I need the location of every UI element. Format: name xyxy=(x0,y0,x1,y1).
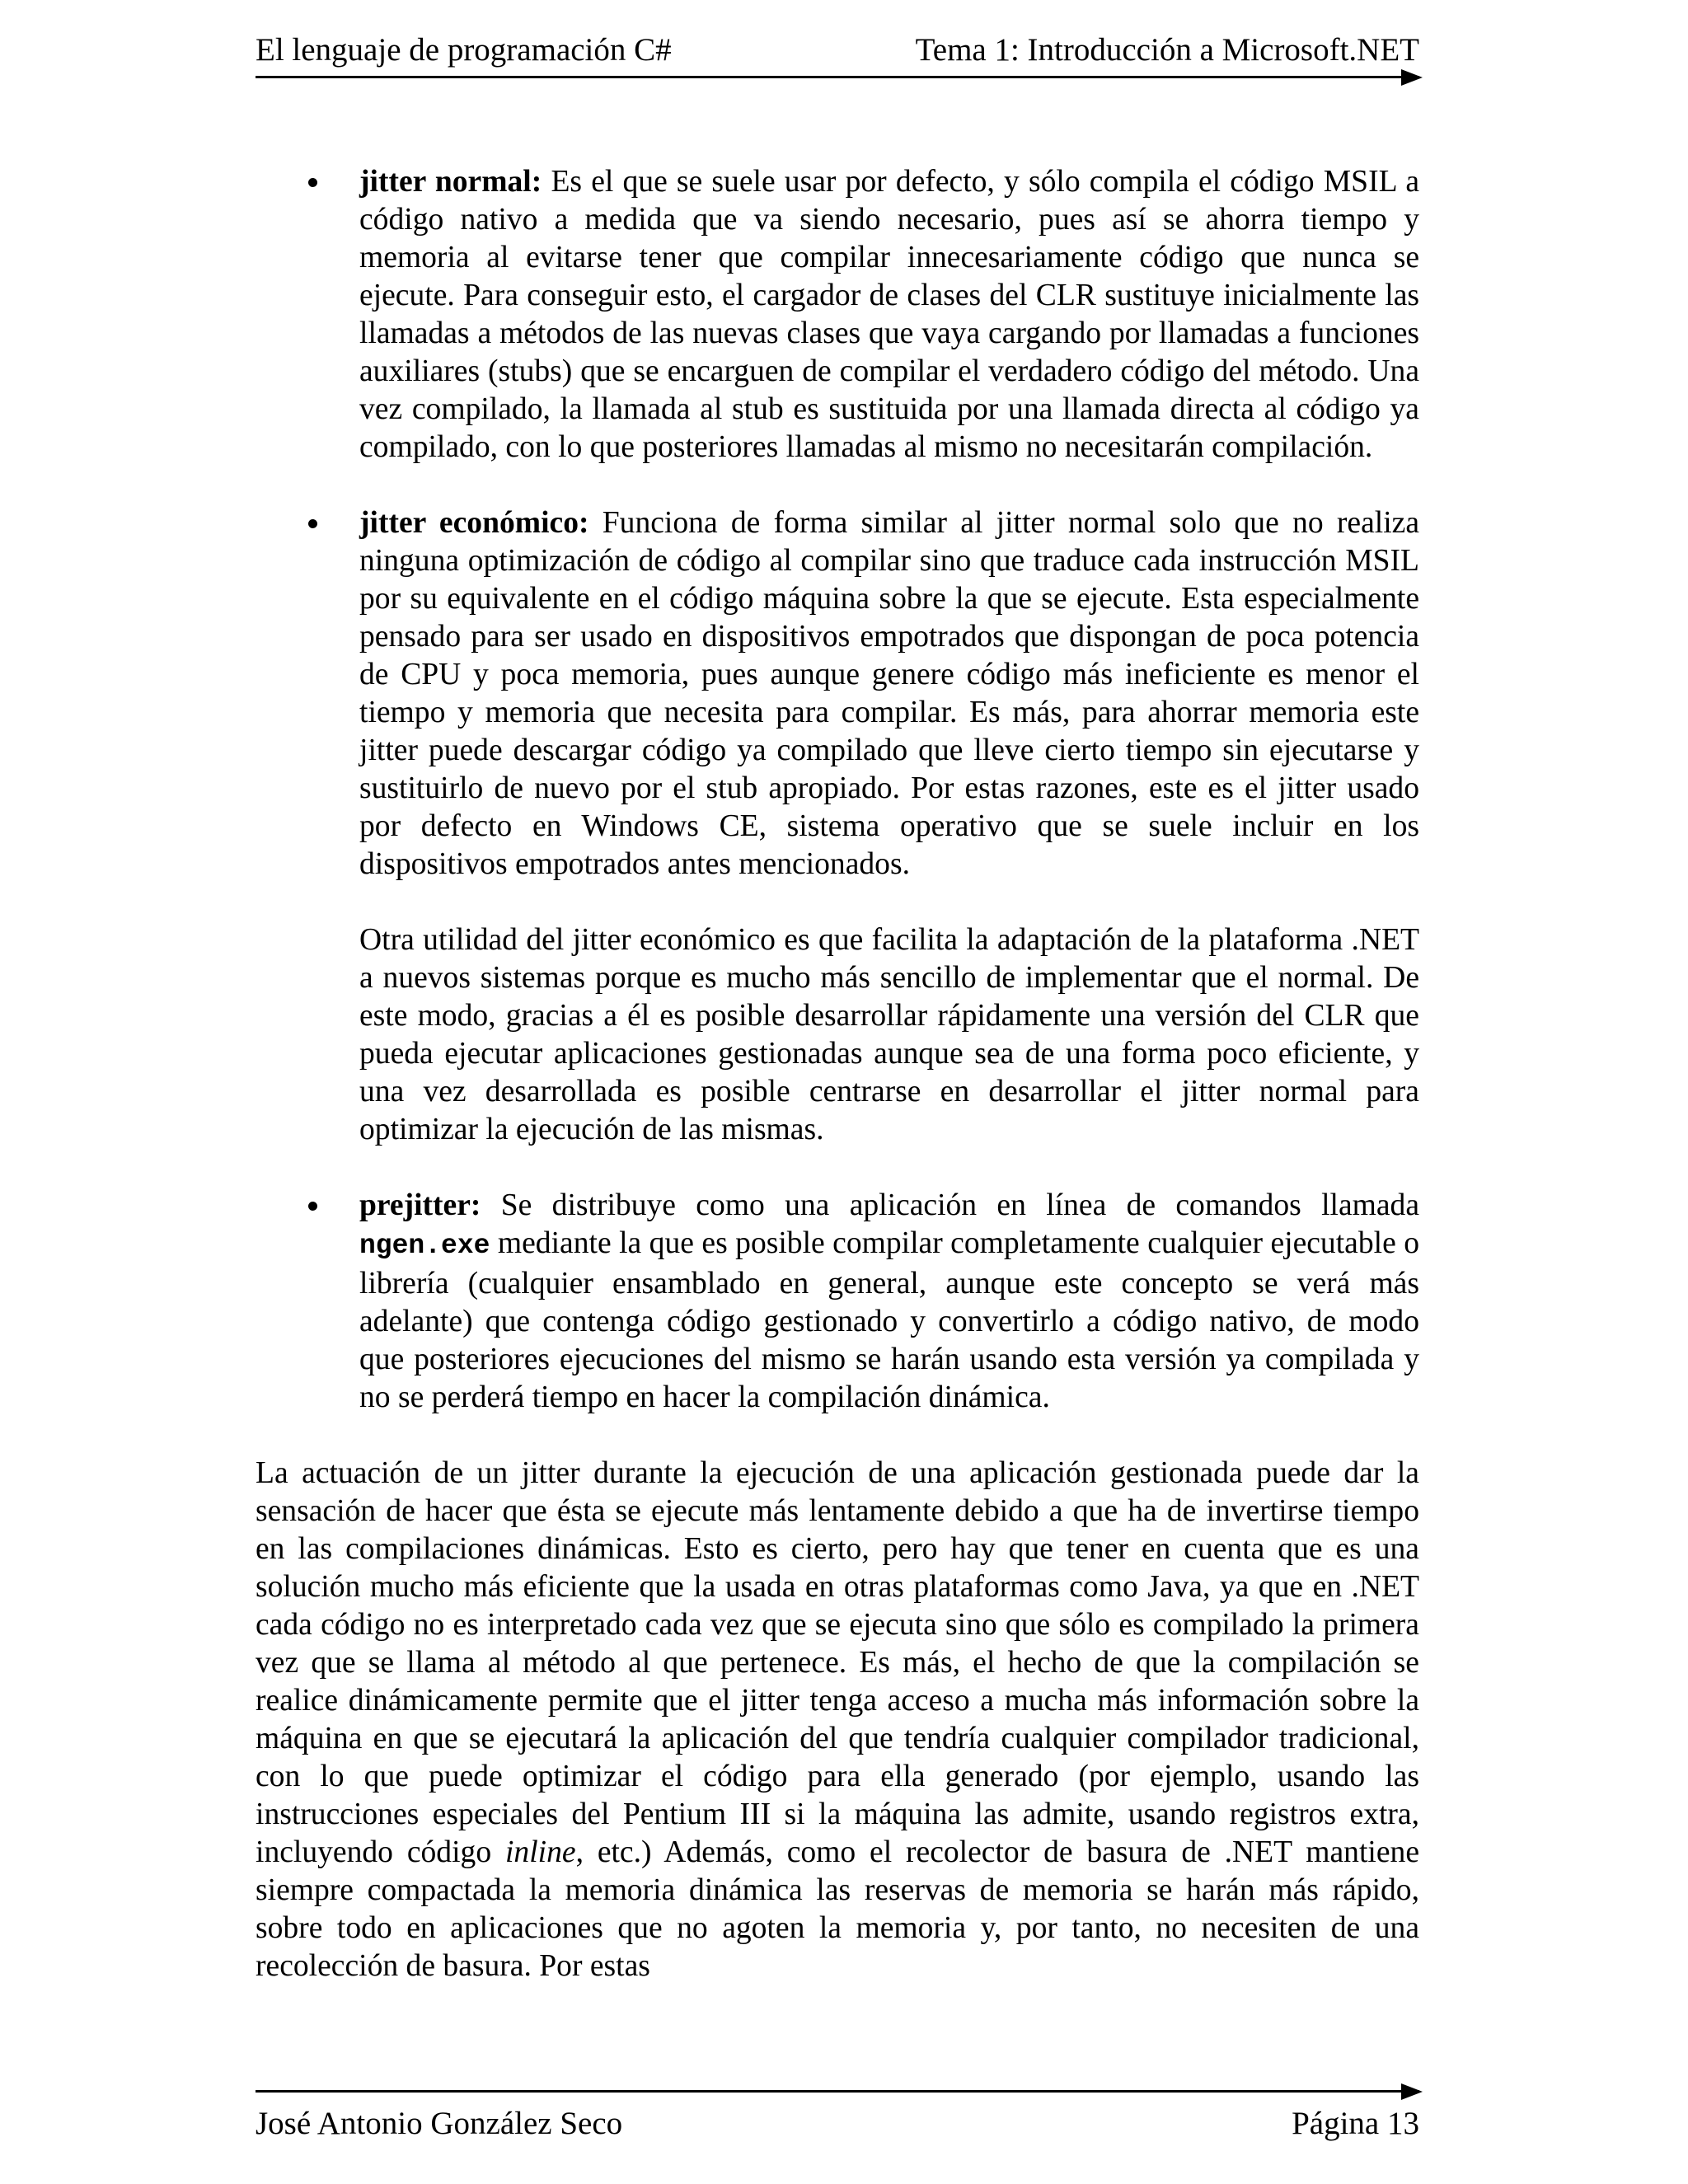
header-rule xyxy=(256,76,1419,78)
term-prejitter: prejitter: xyxy=(359,1188,481,1222)
jitter-economico-paragraph xyxy=(359,504,1419,883)
header-book-title: El lenguaje de programación C# xyxy=(256,32,672,68)
footer-arrow-icon xyxy=(1401,2083,1423,2100)
header-chapter-title: Tema 1: Introducción a Microsoft.NET xyxy=(915,32,1419,68)
bullet-icon xyxy=(308,178,317,187)
list-item-jitter-economico xyxy=(256,504,1419,1149)
header-arrow-icon xyxy=(1401,69,1423,86)
ngen-code: ngen.exe xyxy=(359,1230,490,1261)
jitter-normal-paragraph xyxy=(359,163,1419,466)
footer-author: José Antonio González Seco xyxy=(256,2106,623,2141)
closing-text-before-italic: La actuación de un jitter durante la ejecución de una aplicación gestionada puede dar la sensación de hacer que ésta se ejecute más lentamente debido a que ha de invertirse tiempo en las compilaciones dinámicas. Esto es cierto, pero hay que tener en cuenta que es una solución mucho más eficiente que la usada en otras plataformas como Java, ya que en .NET cada código no es interpretado cada vez que se ejecuta sino que sólo es compilado la primera vez que se llama al método al que pertenece. Es más, el hecho de que la compilación se realice dinámicamente permite que el jitter tenga acceso a mucha más información sobre la máquina en que se ejecutará la aplicación del que tendría cualquier compilador tradicional, con lo que puede optimizar el código para ella generado (por ejemplo, usando las instrucciones especiales del Pentium III si la máquina las admite, usando registros extra, incluyendo código xyxy=(256,1456,1419,1869)
bullet-icon xyxy=(308,1202,317,1211)
jitter-economico-extra-paragraph: Otra utilidad del jitter económico es que facilita la adaptación de la plataforma .NET a nuevos sistemas porque es mucho más sencillo de implementar que el normal. De este modo, gracias a él es posible desarrollar rápidamente una versión del CLR que pueda ejecutar aplicaciones gestionadas aunque sea de una forma poco eficiente, y una vez desarrollada es posible centrarse en desarrollar el jitter normal para optimizar la ejecución de las mismas. xyxy=(359,923,1419,1146)
page-body xyxy=(256,163,1419,1985)
jitter-economico-text: Funciona de forma similar al jitter normal solo que no realiza ninguna optimización de código al compilar sino que traduce cada instrucción MSIL por su equivalente en el código máquina sobre la que se ejecute. Esta especialmente pensado para ser usado en dispositivos empotrados que dispongan de poca potencia de CPU y poca memoria, pues aunque genere código más ineficiente es menor el tiempo y memoria que necesita para compilar. Es más, para ahorrar memoria este jitter puede descargar código ya compilado que lleve cierto tiempo sin ejecutarse y sustituirlo de nuevo por el stub apropiado. Por estas razones, este es el jitter usado por defecto en Windows CE, sistema operativo que se suele incluir en los dispositivos empotrados antes mencionados. xyxy=(359,506,1419,881)
bullet-icon xyxy=(308,519,317,528)
list-item-prejitter xyxy=(256,1187,1419,1417)
footer-page-number: Página 13 xyxy=(1292,2106,1419,2141)
prejitter-text-before-code: Se distribuye como una aplicación en línea de comandos llamada xyxy=(481,1188,1419,1222)
prejitter-paragraph xyxy=(359,1187,1419,1417)
jitter-normal-text: Es el que se suele usar por defecto, y sólo compila el código MSIL a código nativo a medida que va siendo necesario, pues así se ahorra tiempo y memoria al evitarse tener que compilar innecesariamente código que nunca se ejecute. Para conseguir esto, el cargador de clases del CLR sustituye inicialmente las llamadas a métodos de las nuevas clases que vaya cargando por llamadas a funciones auxiliares (stubs) que se encarguen de compilar el verdadero código del método. Una vez compilado, la llamada al stub es sustituida por una llamada directa al código ya compilado, con lo que posteriores llamadas al mismo no necesitarán compilación. xyxy=(359,165,1419,464)
closing-italic-term: inline xyxy=(504,1835,576,1869)
footer-rule xyxy=(256,2090,1419,2093)
closing-paragraph xyxy=(256,1455,1419,1985)
term-jitter-normal: jitter normal: xyxy=(359,165,542,199)
term-jitter-economico: jitter económico: xyxy=(359,506,589,540)
closing-text-after-italic: , etc.) Además, como el recolector de basura de .NET mantiene siempre compactada la memoria dinámica las reservas de memoria se harán más rápido, sobre todo en aplicaciones que no agoten la memoria y, por tanto, no necesiten de una recolección de basura. Por estas xyxy=(256,1835,1419,1983)
prejitter-text-after-code: mediante la que es posible compilar completamente cualquier ejecutable o librería (cualquier ensamblado en general, aunque este concepto se verá más adelante) que contenga código gestionado y convertirlo a código nativo, de modo que posteriores ejecuciones del mismo se harán usando esta versión ya compilada y no se perderá tiempo en hacer la compilación dinámica. xyxy=(359,1226,1419,1414)
list-item-jitter-normal xyxy=(256,163,1419,466)
